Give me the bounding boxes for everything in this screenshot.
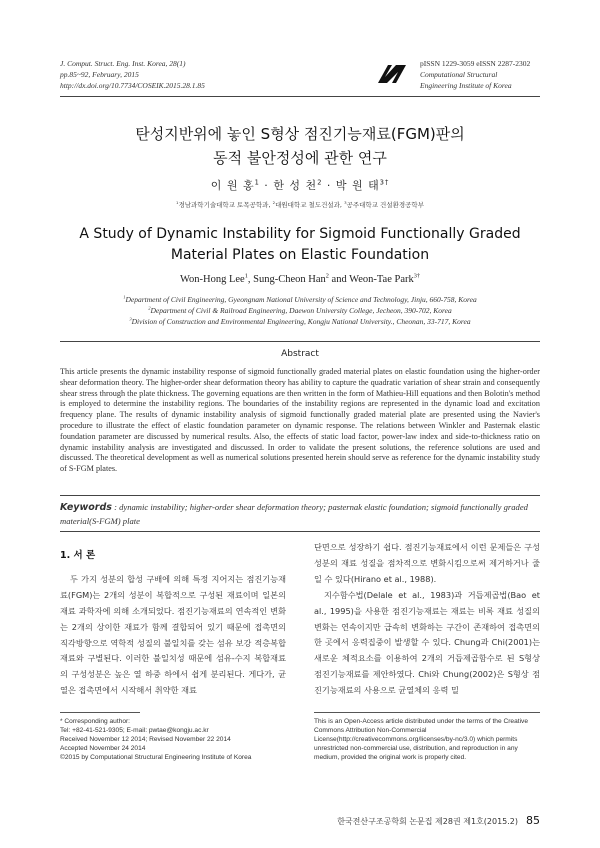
affil-marker: 3: [129, 316, 132, 322]
footnote-divider: [60, 712, 140, 713]
english-title-line2: Material Plates on Elastic Foundation: [170, 247, 430, 263]
affiliation: Department of Civil & Railroad Engineering, Daewon University College, Jecheon, 390-702, Korea: [150, 306, 452, 315]
footnote-left: [60, 717, 286, 762]
korean-affiliations: [60, 200, 540, 209]
issn-line: pISSN 1229-3059 eISSN 2287-2302: [420, 59, 531, 68]
keywords: [60, 501, 540, 527]
keywords-divider: [60, 531, 540, 532]
affiliation-line: [60, 316, 540, 327]
author-separator: and: [328, 274, 350, 285]
affiliation: 대원대학교 철도건설과,: [275, 201, 343, 209]
header-divider: [60, 96, 540, 97]
author-name: 박 원 태: [335, 179, 380, 192]
footnote-right: [314, 717, 540, 762]
doi-link[interactable]: http://dx.doi.org/10.7734/COSEIK.2015.28.1.85: [60, 81, 205, 90]
affil-marker: 1: [175, 199, 179, 205]
society-name-line2: Engineering Institute of Korea: [420, 81, 512, 90]
author-name: Sung-Cheon Han: [253, 274, 326, 285]
author-marker: 2: [317, 178, 323, 187]
affiliation-line: [60, 305, 540, 316]
abstract-text: This article presents the dynamic instability response of sigmoid functionally graded material plates on elastic foundation using the higher-order shear deformation theory. The higher-order shear deformation theory has ability to capture the quadratic variation of shear strain and consequently shear stress through the plate thickness. The governing equations are then written in the form of Mathieu-Hill equations and then Bolotin's method is employed to determine the instability regions. The boundaries of the instability regions are represented in the dynamic load and excitation frequency plane. The results of dynamic instability analysis of sigmoid functionally graded material plate are presented using the Navier's procedure to illustrate the effect of elastic foundation parameter on dynamic response. The relations between Winkler and Pasternak elastic foundation parameter are discussed by numerical results. Also, the effects of static load factor, power-law index and side-to-thickness ratio on dynamic instability analysis are investigated and discussed. In order to validate the present solutions, the reference solutions are used and discussed. The theoretical development as well as numerical solutions presented herein should serve as reference for the dynamic instability study of S-FGM plates.: [60, 367, 540, 474]
english-affiliations: [60, 294, 540, 327]
journal-issue: 한국전산구조공학회 논문집 제28권 제1호(2015.2): [337, 817, 518, 826]
author-marker: 3†: [379, 178, 390, 187]
abstract-bottom-divider: [60, 495, 540, 496]
footnote-line: Received November 12 2014; Revised November 22 2014: [60, 736, 231, 743]
affiliation: 공주대학교 건설환경공학부: [346, 201, 424, 209]
affil-marker: 3: [344, 199, 347, 205]
body-column-left: [60, 540, 286, 699]
page-footer: [300, 814, 540, 827]
affil-marker: 1: [123, 294, 126, 300]
keywords-text: : dynamic instability; higher-order shear deformation theory; pasternak elastic foundation; sigmoid functionally graded material(S-FGM) plate: [60, 502, 528, 526]
author-name: Won-Hong Lee: [179, 274, 245, 285]
korean-authors: 이 원 홍$^1$ · 한 성 천$^2$ · 박 원 태$^{3\dagger}$: [210, 178, 390, 192]
license-text: This is an Open-Access article distributed under the terms of the Creative Commons Attribution Non-Commercial License(http://creativecommons.org/licenses/by-nc/3.0) which permits unrestricted non-commercial use, distribution, and reproduction in any medium, provided the original work is properly cited.: [314, 718, 529, 761]
korean-title: [60, 122, 540, 170]
affil-marker: 2: [272, 199, 276, 205]
affiliation: 경남과학기술대학교 토목공학과,: [178, 201, 271, 209]
journal-citation: [60, 58, 205, 91]
english-title: [60, 224, 540, 266]
abstract-heading: Abstract: [281, 349, 319, 359]
footnote-line: * Corresponding author:: [60, 718, 131, 725]
page-number: 85: [526, 814, 540, 827]
footnote-line: ©2015 by Computational Structural Engineering Institute of Korea: [60, 754, 252, 761]
affil-marker: 2: [148, 305, 151, 311]
affiliation-line: [60, 294, 540, 305]
section-heading: 1. 서 론: [60, 550, 96, 561]
pages-line: pp.85~92, February, 2015: [60, 70, 139, 79]
korean-title-line1: 탄성지반위에 놓인 S형상 점진기능재료(FGM)판의: [135, 125, 465, 143]
issn-block: [420, 58, 530, 91]
footnote-line: Accepted November 24 2014: [60, 745, 146, 752]
body-column-right: [314, 540, 540, 699]
keywords-label: Keywords: [60, 502, 112, 513]
paragraph: 단면으로 성장하기 쉽다. 점진기능재료에서 이런 문제들은 구성성분의 재료 성질을 점차적으로 변화시킴으로써 제거하거나 줄일 수 있다(Hirano et al., 1988).: [314, 542, 540, 584]
author-name: 한 성 천: [273, 179, 318, 192]
english-authors: [60, 274, 540, 285]
author-marker: 1: [244, 272, 248, 280]
abstract-top-divider: [60, 341, 540, 342]
author-separator: ,: [247, 274, 254, 285]
paragraph: 두 가지 성분의 합성 구배에 의해 특정 지어지는 점진기능재료(FGM)는 2개의 성분이 복합적으로 구성된 재료이며 일본의 재료 과학자에 의해 소개되었다. 점진기능재료의 연속적인 변화는 2개의 상이한 재료가 함께 결합되어 있기 때문에 접촉면의 직각방향으로 역학적 성질의 불일치를 갖는 섬유 보강 적층복합재료와 구별된다. 이러한 불일치성 때문에 섬유-수지 복합재료의 구성성분은 높은 열 하중 하에서 쉽게 분리된다. 게다가, 균열은 접촉면에서 시작해서 취약한 재료: [60, 573, 286, 696]
citation-line: J. Comput. Struct. Eng. Inst. Korea, 28(1): [60, 59, 186, 68]
journal-logo-icon: [376, 63, 408, 85]
author-marker: 1: [254, 178, 260, 187]
author-marker: 2: [325, 272, 329, 280]
society-name-line1: Computational Structural: [420, 70, 498, 79]
abstract-body: [60, 367, 540, 475]
paragraph: 지수함수법(Delale et al., 1983)과 거듭제곱법(Bao et al., 1995)을 사용한 점진기능재료는 재료는 비록 재료 성질의 변화는 연속이지만 급속히 변화하는 구간이 존재하여 접촉면의 한 곳에서 응력집중이 발생할 수 있다. Chung과 Chi(2001)는 새로운 체적요소를 이용하여 2개의 거듭제곱함수로 된 S형상 점진기능재료를 제안하였다. Chi와 Chung(2002)은 S형상 점진기능재료의 사용으로 균열체의 응력 밀: [314, 589, 540, 696]
english-title-line1: A Study of Dynamic Instability for Sigmoid Functionally Graded: [79, 226, 521, 242]
author-marker: 3†: [413, 272, 421, 280]
footnote-line: Tel: +82-41-521-9305; E-mail: pwtae@kongju.ac.kr: [60, 727, 209, 734]
affiliation: Department of Civil Engineering, Gyeongnam National University of Science and Technology, Jinju, 660-758, Korea: [125, 295, 477, 304]
korean-title-line2: 동적 불안정성에 관한 연구: [213, 149, 387, 167]
affiliation: Division of Construction and Environmental Engineering, Kongju National University., Cheonan, 33-717, Korea: [131, 317, 471, 326]
author-name: Weon-Tae Park: [349, 274, 414, 285]
footnote-divider: [314, 712, 540, 713]
author-name: 이 원 홍: [210, 179, 255, 192]
